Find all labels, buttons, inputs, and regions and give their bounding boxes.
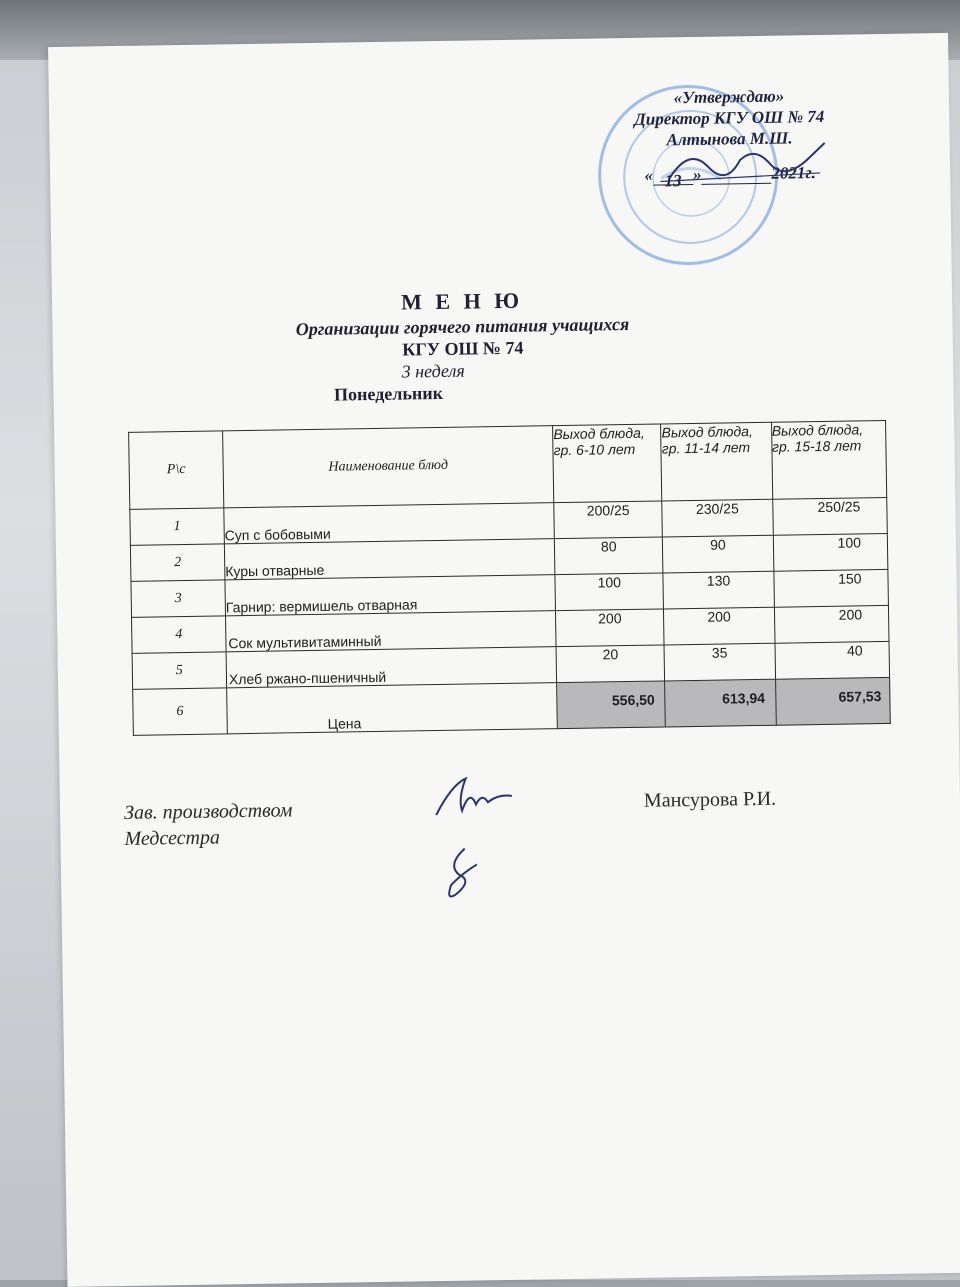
price-label: Цена — [227, 683, 558, 734]
portion-11-14: 130 — [663, 571, 774, 609]
portion-6-10: 100 — [555, 573, 664, 611]
menu-title-block — [252, 285, 674, 407]
row-number: 1 — [130, 508, 224, 545]
portion-6-10: 80 — [555, 537, 664, 575]
price-15-18: 657,53 — [775, 677, 890, 725]
row-number: 2 — [130, 544, 224, 581]
portion-15-18: 40 — [775, 641, 890, 679]
row-number: 6 — [133, 688, 228, 735]
approval-heading: «Утверждаю» — [673, 86, 785, 108]
approval-name: Алтынова М.Ш. — [666, 128, 793, 150]
portion-15-18: 150 — [773, 569, 888, 607]
director-signature — [660, 135, 831, 198]
portion-11-14: 90 — [663, 535, 774, 573]
production-head-role: Зав. производством — [123, 799, 293, 824]
week-label: 3 неделя — [401, 360, 465, 382]
date-day: 13 — [653, 170, 693, 186]
portion-6-10: 20 — [556, 645, 665, 683]
column-header-age-15-18: Выход блюда, гр. 15-18 лет — [771, 420, 887, 499]
price-6-10: 556,50 — [557, 681, 666, 729]
column-header-age-6-10: Выход блюда, гр. 6-10 лет — [553, 424, 662, 503]
portion-15-18: 100 — [773, 533, 888, 571]
column-header-age-11-14: Выход блюда, гр. 11-14 лет — [661, 422, 772, 501]
nurse-signature — [437, 844, 488, 905]
row-number: 4 — [132, 616, 226, 653]
date-quote-close: » — [692, 164, 702, 184]
portion-6-10: 200 — [556, 609, 665, 647]
portion-15-18: 200 — [774, 605, 889, 643]
document-sheet — [48, 33, 960, 1287]
column-header-dish: Наименование блюд — [223, 426, 554, 508]
signature-block — [124, 789, 825, 852]
dish-name: Сок мультивитаминный — [225, 611, 556, 652]
portion-11-14: 230/25 — [662, 499, 773, 537]
menu-subtitle: Организации горячего питания учащихся — [295, 313, 630, 340]
production-head-name: Мансурова Р.И. — [643, 787, 777, 812]
dish-name: Хлеб ржано-пшеничный — [226, 647, 557, 688]
dish-name: Куры отварные — [224, 539, 555, 580]
school-name: КГУ ОШ № 74 — [402, 337, 524, 360]
menu-title: М Е Н Ю — [400, 287, 524, 315]
price-11-14: 613,94 — [665, 679, 776, 727]
date-quote-open: « — [644, 165, 654, 185]
approval-position: Директор КГУ ОШ № 74 — [634, 106, 825, 129]
day-label: Понедельник — [333, 382, 444, 405]
row-number: 5 — [132, 652, 226, 689]
portion-11-14: 35 — [664, 643, 775, 681]
menu-table — [128, 420, 891, 736]
date-year: 2021г. — [771, 163, 816, 183]
dish-name: Суп с бобовыми — [224, 503, 555, 544]
dish-name: Гарнир: вермишель отварная — [225, 575, 556, 616]
portion-11-14: 200 — [664, 607, 775, 645]
row-number: 3 — [131, 580, 225, 617]
portion-15-18: 250/25 — [772, 497, 887, 535]
column-header-number: Р\с — [129, 431, 224, 509]
portion-6-10: 200/25 — [554, 501, 663, 539]
table-header-row — [129, 420, 887, 509]
nurse-role: Медсестра — [124, 826, 221, 850]
